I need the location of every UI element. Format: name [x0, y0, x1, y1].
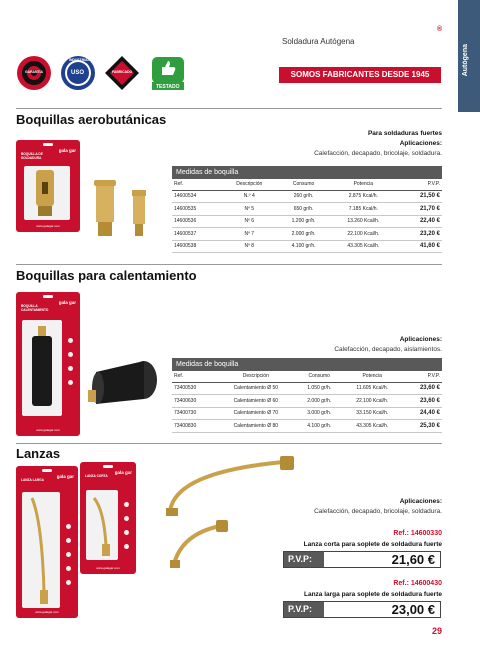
- manufacturer-banner: SOMOS FABRICANTES DESDE 1945: [279, 67, 441, 83]
- pack-hang-hole: [103, 465, 113, 468]
- table-row: [172, 407, 442, 420]
- cell-ref: 14600534: [172, 190, 221, 203]
- fabricado-label: FABRICADO: [112, 70, 133, 74]
- cell-potencia: 43.305 Kcal/h.: [330, 240, 397, 253]
- lance-product-photo: [160, 454, 300, 572]
- apps-text: Calefacción, decapado, aislamientos.: [334, 346, 442, 353]
- cell-pvp: 22,40 €: [397, 215, 442, 228]
- cell-potencia: 22.100 Kcal/h.: [342, 395, 402, 408]
- pvp-value: 21,60 €: [391, 552, 435, 567]
- heating-nozzle-icon: [22, 320, 62, 416]
- cell-descripcion: Calentamiento Ø 60: [216, 395, 296, 408]
- cell-descripcion: Nº 8: [221, 240, 277, 253]
- product-pack-calentamiento: [16, 292, 80, 436]
- cell-ref: 73400730: [172, 407, 216, 420]
- col-consumo: Consumo: [277, 179, 329, 190]
- col-potencia: Potencia: [330, 179, 397, 190]
- industrial-label: INDUSTRIAL: [69, 58, 90, 62]
- product-ref: Ref.: 14600430: [393, 580, 442, 587]
- spec-block-lanzas: [314, 498, 442, 518]
- section-title-lanzas: Lanzas: [16, 446, 61, 461]
- price-table-calentamiento: [172, 358, 442, 433]
- nozzle-icon: [24, 166, 70, 220]
- testado-label: TESTADO: [156, 84, 180, 90]
- table-row: [172, 382, 442, 395]
- pack-brand: gala gar: [114, 470, 132, 475]
- cell-ref: 73400830: [172, 420, 216, 433]
- cell-consumo: 4.100 gr/h.: [277, 240, 329, 253]
- section-title-aerobutanicas: Boquillas aerobutánicas: [16, 112, 167, 127]
- col-consumo: Consumo: [296, 371, 342, 382]
- section-divider: [16, 443, 442, 444]
- cell-pvp: 41,60 €: [397, 240, 442, 253]
- pvp-label: P.V.P:: [284, 552, 324, 567]
- spec-block-calentamiento: [334, 336, 442, 356]
- table-row: [172, 395, 442, 408]
- cell-potencia: 13.260 Kcal/h.: [330, 215, 397, 228]
- product-name: Lanza corta para soplete de soldadura fuerte: [303, 541, 442, 548]
- pack-window: [22, 492, 60, 608]
- uso-label: USO: [71, 70, 85, 76]
- cell-potencia: 22.100 Kcal/h.: [330, 228, 397, 241]
- cell-descripcion: Calentamiento Ø 80: [216, 420, 296, 433]
- side-tab: [458, 0, 480, 112]
- cell-descripcion: Nº 5: [221, 203, 277, 216]
- section-divider: [16, 108, 442, 109]
- table-row: [172, 215, 442, 228]
- apps-label: Aplicaciones:: [399, 140, 442, 147]
- pack-brand: gala gar: [56, 474, 74, 479]
- cell-pvp: 23,60 €: [402, 382, 442, 395]
- table-header-row: [172, 371, 442, 382]
- cell-pvp: 25,30 €: [402, 420, 442, 433]
- col-pvp: P.V.P.: [402, 371, 442, 382]
- page-number: 29: [432, 626, 443, 636]
- registered-mark: ®: [437, 26, 443, 33]
- cell-consumo: 1.200 gr/h.: [277, 215, 329, 228]
- table-row: [172, 240, 442, 253]
- cell-potencia: 2.875 Kcal/h.: [330, 190, 397, 203]
- cell-ref: 14600538: [172, 240, 221, 253]
- cell-descripcion: Calentamiento Ø 70: [216, 407, 296, 420]
- table-caption: Medidas de boquilla: [172, 358, 442, 371]
- table-caption: Medidas de boquilla: [172, 166, 442, 179]
- cell-consumo: 260 gr/h.: [277, 190, 329, 203]
- pack-title: BOQUILLA CALENTAMIENTO: [21, 304, 49, 312]
- long-lance-icon: [22, 492, 60, 608]
- pack-title: BOQUILLA DE SOLDADURA: [21, 152, 43, 160]
- cell-descripcion: Calentamiento Ø 50: [216, 382, 296, 395]
- price-table-aerobutanicas: [172, 166, 442, 253]
- table-header-row: [172, 179, 442, 190]
- product-pack-aerobutanica: [16, 140, 80, 232]
- cell-consumo: 3.000 gr/h.: [296, 407, 342, 420]
- pack-hang-hole: [43, 143, 53, 146]
- pack-website: www.galagar.com: [36, 224, 60, 228]
- col-descripcion: Descripción: [221, 179, 277, 190]
- pack-website: www.galagar.com: [36, 428, 60, 432]
- col-ref: Ref.: [172, 371, 216, 382]
- cell-ref: 14600536: [172, 215, 221, 228]
- cell-ref: 14600535: [172, 203, 221, 216]
- cell-pvp: 21,50 €: [397, 190, 442, 203]
- cell-consumo: 2.000 gr/h.: [296, 395, 342, 408]
- pack-window: [24, 166, 70, 220]
- apps-text: Calefacción, decapado, bricolaje, soldadura.: [314, 508, 442, 515]
- cell-pvp: 21,70 €: [397, 203, 442, 216]
- cell-consumo: 1.050 gr/h.: [296, 382, 342, 395]
- table-body: [172, 382, 442, 432]
- pvp-label: P.V.P:: [284, 602, 324, 617]
- col-ref: Ref.: [172, 179, 221, 190]
- pack-website: www.galagar.com: [35, 610, 59, 614]
- pvp-price-box: [283, 601, 441, 618]
- cell-ref: 14600537: [172, 228, 221, 241]
- cell-consumo: 4.100 gr/h.: [296, 420, 342, 433]
- garantia-badge: [16, 55, 52, 91]
- col-descripcion: Descripción: [216, 371, 296, 382]
- testado-badge: [150, 55, 186, 91]
- product-pack-lanza-larga: [16, 466, 78, 618]
- section-title-calentamiento: Boquillas para calentamiento: [16, 268, 197, 283]
- pack-title: LANZA CORTA: [85, 474, 108, 478]
- pack-hang-hole: [42, 469, 52, 472]
- uso-industrial-badge: [60, 55, 96, 91]
- product-pack-lanza-corta: [80, 462, 136, 574]
- short-lance-icon: [86, 490, 118, 560]
- product-name: Lanza larga para soplete de soldadura fuerte: [304, 591, 442, 598]
- side-tab-label: Autógena: [462, 44, 469, 77]
- product-ref: Ref.: 14600330: [393, 530, 442, 537]
- table-row: [172, 203, 442, 216]
- pack-brand: gala gar: [58, 300, 76, 305]
- col-pvp: P.V.P.: [397, 179, 442, 190]
- cell-pvp: 24,40 €: [402, 407, 442, 420]
- cell-descripcion: N.º 4: [221, 190, 277, 203]
- section-divider: [16, 264, 442, 265]
- cell-pvp: 23,20 €: [397, 228, 442, 241]
- garantia-label: GARANTÍA: [25, 70, 43, 74]
- pack-title: LANZA LARGA: [21, 478, 44, 482]
- table-row: [172, 228, 442, 241]
- table-body: [172, 190, 442, 253]
- pack-window: [22, 320, 62, 416]
- col-potencia: Potencia: [342, 371, 402, 382]
- cell-potencia: 11.605 Kcal/h.: [342, 382, 402, 395]
- cell-ref: 73400530: [172, 382, 216, 395]
- fabricado-badge: [104, 55, 140, 91]
- apps-text: Calefacción, decapado, bricolaje, soldadura.: [314, 150, 442, 157]
- page-section-title: Soldadura Autógena: [282, 37, 355, 46]
- pvp-value: 23,00 €: [391, 602, 435, 617]
- apps-label: Aplicaciones:: [399, 336, 442, 343]
- cell-consumo: 650 gr/h.: [277, 203, 329, 216]
- pack-window: [86, 490, 118, 560]
- cell-ref: 73400630: [172, 395, 216, 408]
- table-row: [172, 420, 442, 433]
- cell-potencia: 7.185 Kcal/h.: [330, 203, 397, 216]
- cell-potencia: 33.150 Kcal/h.: [342, 407, 402, 420]
- pack-brand: gala gar: [58, 148, 76, 153]
- table-row: [172, 190, 442, 203]
- heating-nozzle-product-photo: [86, 358, 158, 418]
- pack-hang-hole: [43, 295, 53, 298]
- cell-descripcion: Nº 7: [221, 228, 277, 241]
- pack-website: www.galagar.com: [96, 566, 120, 570]
- for-text: Para soldaduras fuertes: [367, 130, 442, 137]
- cell-pvp: 23,60 €: [402, 395, 442, 408]
- spec-block-aerobutanicas: [314, 130, 442, 160]
- cell-consumo: 2.000 gr/h.: [277, 228, 329, 241]
- nozzle-product-photo: [90, 180, 160, 240]
- cell-descripcion: Nº 6: [221, 215, 277, 228]
- pvp-price-box: [283, 551, 441, 568]
- cell-potencia: 43.305 Kcal/h.: [342, 420, 402, 433]
- apps-label: Aplicaciones:: [399, 498, 442, 505]
